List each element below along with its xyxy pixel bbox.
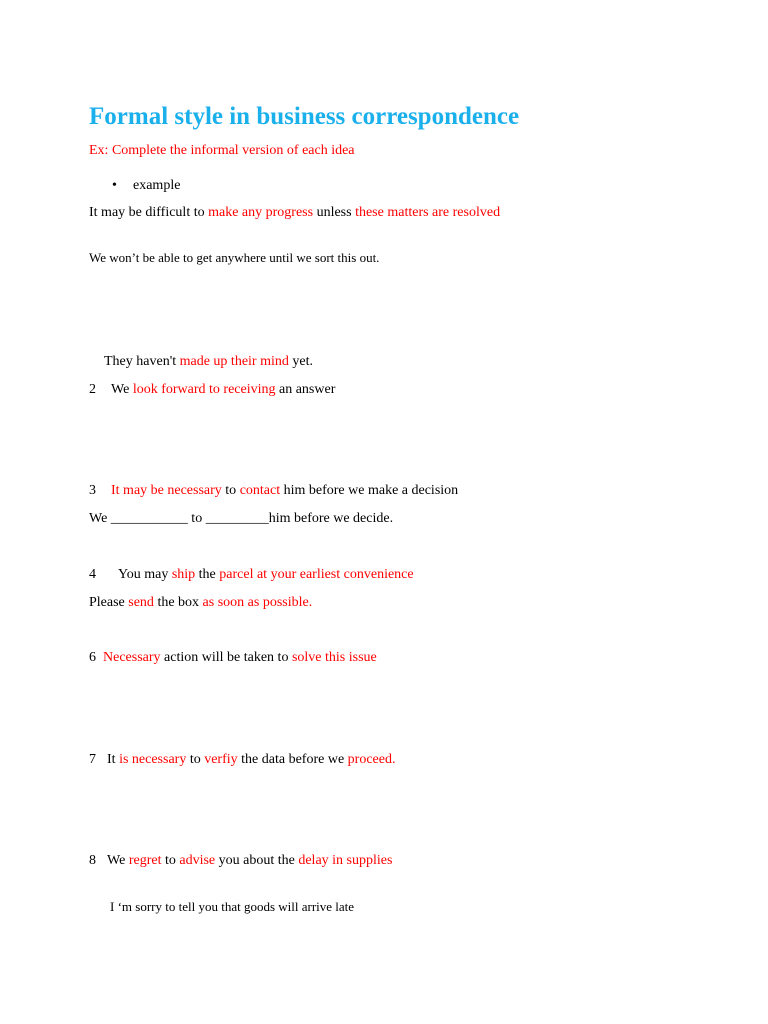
bullet-label: example [133, 178, 181, 193]
text-segment: Please [89, 595, 129, 610]
item-number: 2 [89, 382, 96, 397]
item-2-sentence [89, 381, 335, 399]
item-7-sentence [89, 751, 395, 769]
item-number: 3 [89, 483, 96, 498]
text-segment: to [221, 483, 240, 498]
text-segment: yet. [288, 354, 313, 369]
page-title: Formal style in business correspondence [89, 103, 520, 130]
highlight-segment: made up their mind [179, 354, 289, 369]
highlight-segment: send [128, 595, 154, 610]
highlight-segment: as soon as possible. [202, 595, 313, 610]
highlight-segment: these matters are resolved [355, 205, 501, 220]
highlight-segment: advise [179, 853, 216, 868]
item-number: 7 [89, 752, 96, 767]
text-segment: the [195, 567, 220, 582]
instruction: Ex: Complete the informal version of each idea [89, 143, 355, 158]
highlight-segment: delay in supplies [298, 853, 393, 868]
highlight-segment: proceed. [347, 752, 396, 767]
highlight-segment: solve this issue [291, 650, 377, 665]
text-segment: to [161, 853, 180, 868]
item-6-sentence [89, 649, 377, 667]
text-segment: to [186, 752, 205, 767]
text-segment: unless [313, 205, 356, 220]
text-segment: We [107, 853, 129, 868]
highlight-segment: make any progress [208, 205, 314, 220]
highlight-segment: It may be necessary [111, 483, 222, 498]
text-segment: You may [118, 567, 172, 582]
text-segment: him before we make a decision [280, 483, 459, 498]
text-segment: an answer [275, 382, 336, 397]
example-informal-sentence: We won’t be able to get anywhere until we sort this out. [89, 250, 380, 265]
item-number: 4 [89, 567, 96, 582]
item-3-answer: We ___________ to _________him before we decide. [89, 511, 394, 526]
text-segment: We [111, 382, 133, 397]
text-segment: the data before we [237, 752, 348, 767]
item-4-answer [89, 594, 312, 612]
item-number: 6 [89, 650, 96, 665]
text-segment: the box [153, 595, 203, 610]
bullet-glyph: • [112, 178, 117, 193]
highlight-segment: ship [171, 567, 196, 582]
item-4-sentence [89, 566, 414, 584]
item-8-answer: I ‘m sorry to tell you that goods will arrive late [110, 899, 355, 914]
highlight-segment: regret [128, 853, 162, 868]
text-segment: action will be taken to [160, 650, 292, 665]
text-segment: you about the [215, 853, 299, 868]
highlight-segment: parcel at your earliest convenience [219, 567, 414, 582]
highlight-segment: is necessary [119, 752, 187, 767]
item-1-sentence [104, 353, 313, 371]
item-3-sentence [89, 482, 458, 500]
highlight-segment: Necessary [103, 650, 161, 665]
item-number: 8 [89, 853, 96, 868]
item-8-sentence [89, 852, 392, 870]
text-segment: It may be difficult to [89, 205, 209, 220]
example-formal-sentence [89, 204, 500, 222]
highlight-segment: verfiy [204, 752, 238, 767]
highlight-segment: look forward to receiving [132, 382, 276, 397]
text-segment: They haven't [104, 354, 180, 369]
text-segment: It [107, 752, 120, 767]
highlight-segment: contact [239, 483, 281, 498]
